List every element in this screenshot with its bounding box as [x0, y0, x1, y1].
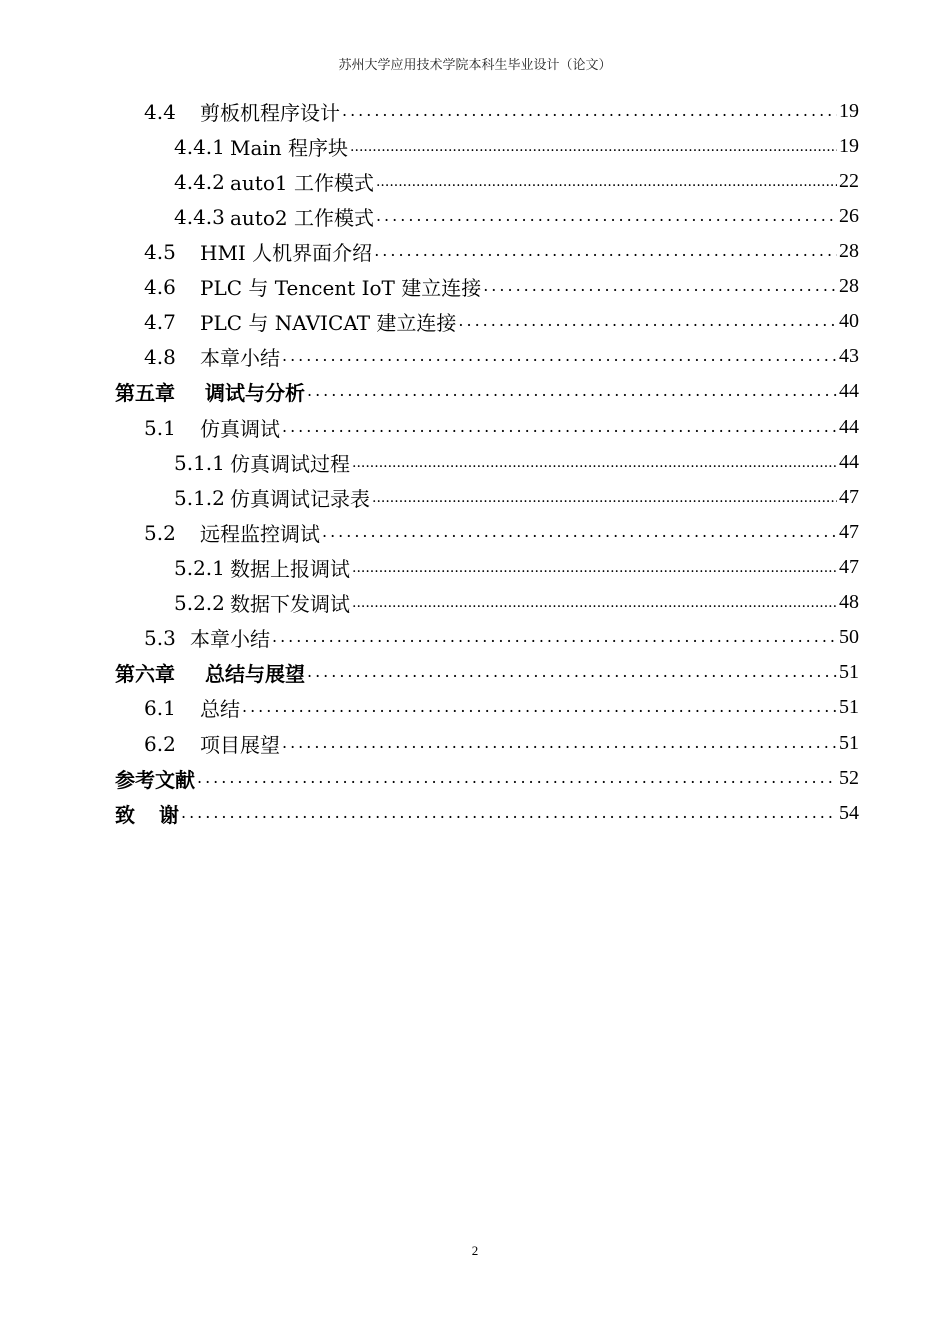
toc-entry[interactable]	[144, 690, 859, 725]
toc-title: 总结	[200, 697, 240, 721]
toc-page: 50	[839, 626, 859, 648]
dot-leader	[342, 101, 837, 129]
dot-leader	[350, 139, 837, 164]
toc-number: 4.5	[144, 239, 176, 264]
toc-page: 43	[839, 345, 859, 367]
dot-leader	[282, 733, 837, 761]
toc-entry[interactable]	[144, 269, 859, 304]
dot-leader	[282, 417, 837, 445]
toc-page: 47	[839, 556, 859, 578]
toc-entry[interactable]	[144, 620, 859, 655]
toc-page: 51	[839, 732, 859, 754]
toc-title: HMI 人机界面介绍	[200, 241, 373, 265]
toc-entry[interactable]	[144, 339, 859, 374]
toc-page: 44	[839, 380, 859, 402]
dot-leader	[372, 490, 837, 515]
toc-page: 28	[839, 275, 859, 297]
dot-leader	[242, 697, 837, 725]
toc-number: 4.4.2	[174, 169, 225, 194]
page-header: 苏州大学应用技术学院本科生毕业设计（论文）	[338, 58, 612, 73]
toc-page: 44	[839, 416, 859, 438]
toc-page: 51	[839, 661, 859, 683]
toc-chapter-entry[interactable]	[115, 761, 859, 796]
toc-number: 4.4.3	[174, 204, 225, 229]
toc-number: 5.3	[144, 625, 176, 650]
toc-title: 仿真调试记录表	[230, 487, 370, 511]
dot-leader	[322, 522, 837, 550]
dot-leader	[307, 662, 837, 690]
dot-leader	[458, 311, 837, 339]
toc-title: 总结与展望	[205, 662, 305, 686]
toc-page: 51	[839, 696, 859, 718]
toc-entry[interactable]	[144, 234, 859, 269]
dot-leader	[272, 627, 837, 655]
toc-number: 5.2	[144, 520, 176, 545]
toc-title: 仿真调试	[200, 417, 280, 441]
dot-leader	[282, 346, 837, 374]
toc-entry[interactable]	[174, 129, 859, 164]
toc-page: 54	[839, 802, 859, 824]
toc-entry[interactable]	[144, 304, 859, 339]
toc-number: 4.8	[144, 344, 176, 369]
toc-title: 调试与分析	[205, 381, 305, 405]
toc-title: PLC 与 Tencent IoT 建立连接	[200, 276, 482, 300]
toc-page: 44	[839, 451, 859, 473]
toc-page: 48	[839, 591, 859, 613]
toc-title: auto1 工作模式	[230, 171, 374, 195]
toc-page: 28	[839, 240, 859, 262]
dot-leader	[374, 241, 837, 269]
toc-entry[interactable]	[174, 164, 859, 199]
toc-page: 40	[839, 310, 859, 332]
toc-entry[interactable]	[174, 199, 859, 234]
toc-number: 5.1.1	[174, 450, 225, 475]
toc-title: 本章小结	[200, 346, 280, 370]
toc-title: 项目展望	[200, 733, 280, 757]
toc-entry[interactable]	[174, 550, 859, 585]
dot-leader	[197, 768, 837, 796]
toc-title: 剪板机程序设计	[200, 101, 340, 125]
toc-entry[interactable]	[144, 515, 859, 550]
toc-page: 47	[839, 486, 859, 508]
toc-chapter-entry[interactable]	[115, 655, 859, 690]
toc-title: Main 程序块	[230, 136, 349, 160]
toc-title: 本章小结	[190, 627, 270, 651]
toc-page: 47	[839, 521, 859, 543]
toc-title: 参考文献	[115, 768, 195, 792]
toc-chapter-number: 第五章	[115, 381, 175, 405]
toc-page: 52	[839, 767, 859, 789]
toc-number: 5.1.2	[174, 485, 225, 510]
dot-leader	[181, 803, 837, 831]
toc-number: 6.2	[144, 731, 176, 756]
toc-chapter-entry[interactable]	[115, 796, 859, 831]
toc-page: 22	[839, 170, 859, 192]
dot-leader	[352, 595, 837, 620]
toc-title: 仿真调试过程	[230, 452, 350, 476]
toc-number: 4.6	[144, 274, 176, 299]
toc-entry[interactable]	[144, 726, 859, 761]
toc-title: auto2 工作模式	[230, 206, 374, 230]
toc-page: 19	[839, 135, 859, 157]
toc-entry[interactable]	[144, 410, 859, 445]
toc-number: 5.1	[144, 415, 176, 440]
dot-leader	[376, 206, 837, 234]
dot-leader	[376, 174, 837, 199]
toc-title: 远程监控调试	[200, 522, 320, 546]
toc-title: PLC 与 NAVICAT 建立连接	[200, 311, 457, 335]
toc-entry[interactable]	[174, 480, 859, 515]
toc-page: 19	[839, 100, 859, 122]
dot-leader	[307, 381, 837, 409]
toc-title: 谢	[159, 803, 179, 827]
toc-number: 4.7	[144, 309, 176, 334]
toc-chapter-number: 第六章	[115, 662, 175, 686]
toc-number: 6.1	[144, 695, 176, 720]
toc-title: 数据下发调试	[230, 592, 350, 616]
toc-number: 5.2.2	[174, 590, 225, 615]
dot-leader	[483, 276, 837, 304]
toc-entry[interactable]	[174, 445, 859, 480]
dot-leader	[352, 455, 837, 480]
dot-leader	[352, 560, 837, 585]
toc-number: 4.4	[144, 99, 176, 124]
toc-number: 5.2.1	[174, 555, 225, 580]
toc-entry[interactable]	[174, 585, 859, 620]
page-number: 2	[471, 1243, 479, 1258]
toc-page: 26	[839, 205, 859, 227]
toc-number: 4.4.1	[174, 134, 225, 159]
toc-title: 数据上报调试	[230, 557, 350, 581]
toc-chapter-number: 致	[115, 803, 135, 827]
toc-chapter-entry[interactable]	[115, 374, 859, 409]
toc-entry[interactable]	[144, 94, 859, 129]
